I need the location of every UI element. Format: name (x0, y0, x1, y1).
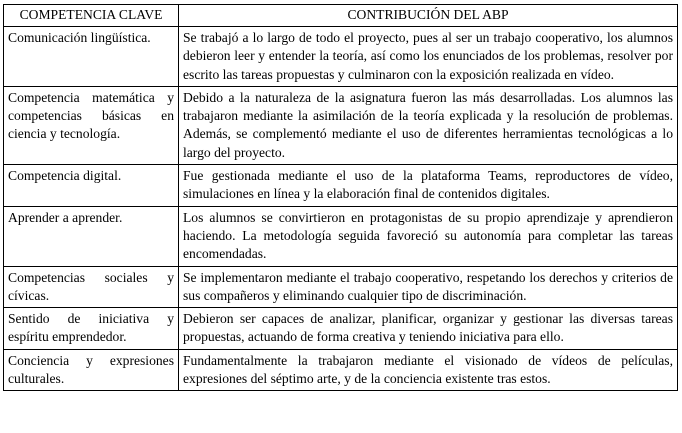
competence-cell: Competencia matemática y competencias básicas en ciencia y tecnología. (4, 86, 179, 164)
table-row (4, 349, 678, 391)
table-row (4, 266, 678, 308)
competence-cell: Comunicación lingüística. (4, 27, 179, 87)
contribution-cell: Se trabajó a lo largo de todo el proyecto, pues al ser un trabajo cooperativo, los alumnos debieron leer y entender la teoría, así como los enunciados de los problemas, resolver por escrito las tareas propuestas y culminaron con la exposición realizada en vídeo. (179, 27, 678, 87)
competence-cell: Conciencia y expresiones culturales. (4, 349, 179, 391)
competence-cell: Competencias sociales y cívicas. (4, 266, 179, 308)
table-row (4, 86, 678, 164)
header-contribution: CONTRIBUCIÓN DEL ABP (179, 5, 678, 27)
table-row (4, 206, 678, 266)
contribution-cell: Los alumnos se convirtieron en protagonistas de su propio aprendizaje y aprendieron haciendo. La metodología seguida favoreció su autonomía para completar las tareas encomendadas. (179, 206, 678, 266)
table-header-row (4, 5, 678, 27)
table-row (4, 165, 678, 207)
table-row (4, 308, 678, 350)
contribution-cell: Debido a la naturaleza de la asignatura fueron las más desarrolladas. Los alumnos las trabajaron mediante la asimilación de la teoría explicada y la resolución de problemas. Además, se complementó mediante el uso de diferentes herramientas tecnológicas a lo largo del proyecto. (179, 86, 678, 164)
contribution-cell: Fue gestionada mediante el uso de la plataforma Teams, reproductores de vídeo, simulaciones en línea y la elaboración final de contenidos digitales. (179, 165, 678, 207)
competence-cell: Competencia digital. (4, 165, 179, 207)
competence-cell: Aprender a aprender. (4, 206, 179, 266)
competencies-table (3, 4, 678, 391)
contribution-cell: Fundamentalmente la trabajaron mediante el visionado de vídeos de películas, expresiones del séptimo arte, y de la conciencia existente tras estos. (179, 349, 678, 391)
header-competence: COMPETENCIA CLAVE (4, 5, 179, 27)
contribution-cell: Debieron ser capaces de analizar, planificar, organizar y gestionar las diversas tareas propuestas, actuando de forma creativa y teniendo iniciativa para ello. (179, 308, 678, 350)
competence-cell: Sentido de iniciativa y espíritu emprendedor. (4, 308, 179, 350)
contribution-cell: Se implementaron mediante el trabajo cooperativo, respetando los derechos y criterios de sus compañeros y eliminando cualquier tipo de discriminación. (179, 266, 678, 308)
table-row (4, 27, 678, 87)
